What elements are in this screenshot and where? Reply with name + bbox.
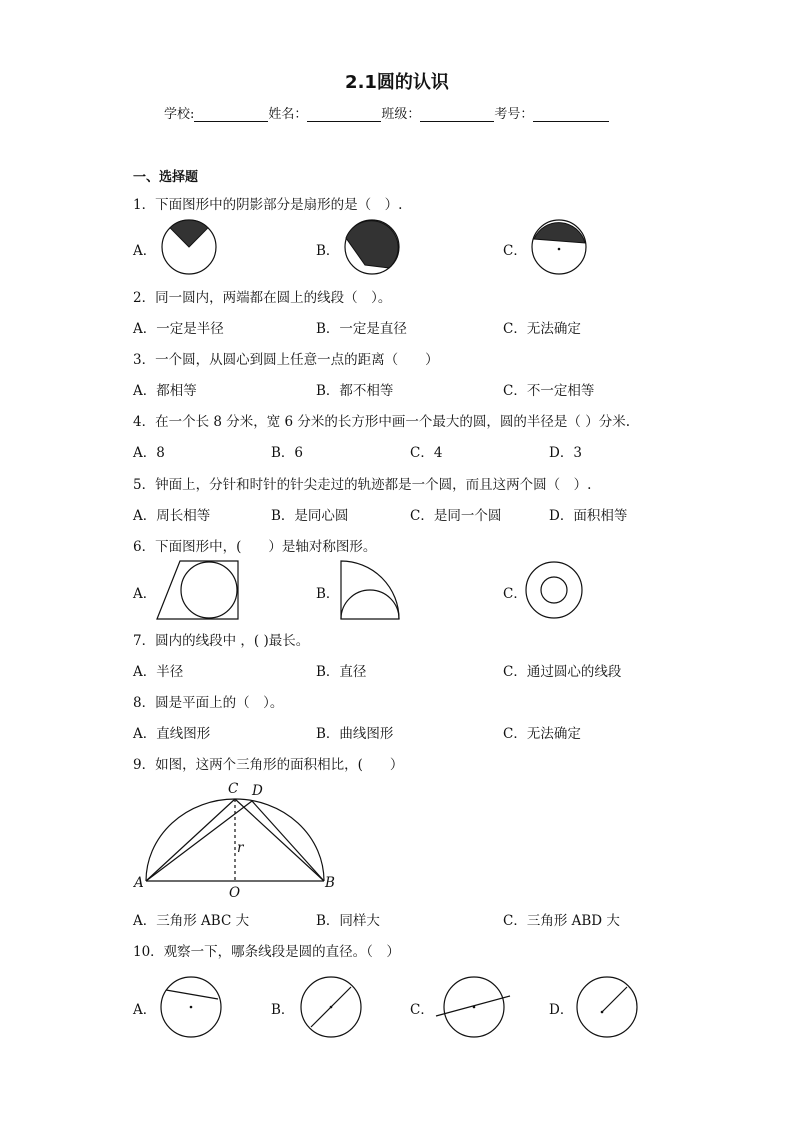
q10-option-d[interactable]: D． — [549, 1002, 574, 1018]
page-title: 2.1圆的认识 — [345, 72, 449, 93]
q9-option-b[interactable]: B．同样大 — [316, 913, 380, 929]
exam-no-label: 考号： — [494, 107, 534, 122]
q10-option-a[interactable]: A． — [133, 1002, 157, 1018]
name-field[interactable] — [307, 107, 381, 122]
q10-figure-c — [436, 975, 512, 1039]
q8-option-a[interactable]: A．直线图形 — [133, 726, 211, 742]
name-label: 姓名： — [268, 107, 308, 122]
question-6: 6．下面图形中，( ）是轴对称图形。 — [133, 539, 377, 555]
q9-option-c[interactable]: C．三角形 ABD 大 — [503, 913, 620, 929]
q10-figure-d — [575, 975, 639, 1039]
q3-option-a[interactable]: A．都相等 — [133, 383, 197, 399]
question-10: 10．观察一下，哪条线段是圆的直径。（ ） — [133, 944, 400, 960]
q7-option-a[interactable]: A．半径 — [133, 664, 184, 680]
q6-figure-c — [525, 560, 585, 620]
q10-figure-b — [300, 975, 364, 1039]
class-label: 班级： — [381, 107, 421, 122]
q2-option-b[interactable]: B．一定是直径 — [316, 321, 407, 337]
q9-label-o: O — [229, 885, 241, 901]
q3-option-b[interactable]: B．都不相等 — [316, 383, 394, 399]
q6-option-b[interactable]: B． — [316, 586, 340, 602]
question-9: 9．如图，这两个三角形的面积相比，( ） — [133, 757, 404, 773]
q6-option-a[interactable]: A． — [133, 586, 157, 602]
q2-option-c[interactable]: C．无法确定 — [503, 321, 581, 337]
q8-option-c[interactable]: C．无法确定 — [503, 726, 581, 742]
q9-label-d: D — [252, 783, 263, 799]
q10-option-c[interactable]: C． — [410, 1002, 434, 1018]
q6-figure-b — [340, 560, 402, 622]
q5-option-d[interactable]: D．面积相等 — [549, 508, 628, 524]
student-info-line — [164, 103, 609, 122]
q9-label-c: C — [228, 781, 239, 797]
q4-option-c[interactable]: C．4 — [410, 445, 443, 461]
question-7: 7．圆内的线段中 ，( )最长。 — [133, 633, 310, 649]
school-field[interactable] — [194, 107, 268, 122]
q6-option-c[interactable]: C． — [503, 586, 527, 602]
q4-option-b[interactable]: B．6 — [271, 445, 304, 461]
school-label: 学校: — [164, 107, 195, 122]
section-title: 一、选择题 — [133, 170, 199, 185]
q3-option-c[interactable]: C．不一定相等 — [503, 383, 595, 399]
q5-option-a[interactable]: A．周长相等 — [133, 508, 211, 524]
class-field[interactable] — [420, 107, 494, 122]
q9-label-b: B — [325, 875, 335, 891]
q1-option-b[interactable]: B． — [316, 243, 340, 259]
q10-figure-a — [160, 975, 224, 1039]
q6-figure-a — [156, 560, 240, 622]
q8-option-b[interactable]: B．曲线图形 — [316, 726, 394, 742]
q5-option-b[interactable]: B．是同心圆 — [271, 508, 349, 524]
q7-option-c[interactable]: C．通过圆心的线段 — [503, 664, 622, 680]
question-3: 3．一个圆，从圆心到圆上任意一点的距离（ ） — [133, 352, 439, 368]
q10-option-b[interactable]: B． — [271, 1002, 295, 1018]
question-5: 5．钟面上，分针和时针的针尖走过的轨迹都是一个圆，而且这两个圆（ ）. — [133, 477, 592, 493]
q5-option-c[interactable]: C．是同一个圆 — [410, 508, 502, 524]
q4-option-a[interactable]: A．8 — [133, 445, 165, 461]
q7-option-b[interactable]: B．直径 — [316, 664, 367, 680]
q4-option-d[interactable]: D．3 — [549, 445, 582, 461]
q1-figure-b — [343, 218, 403, 276]
question-1: 1．下面图形中的阴影部分是扇形的是（ ）. — [133, 197, 403, 213]
q2-option-a[interactable]: A．一定是半径 — [133, 321, 224, 337]
q9-label-a: A — [134, 875, 144, 891]
question-2: 2．同一圆内，两端都在圆上的线段（ ）。 — [133, 290, 392, 306]
q1-figure-a — [160, 218, 220, 276]
question-8: 8．圆是平面上的（ ）。 — [133, 695, 284, 711]
q9-label-r: r — [237, 840, 244, 856]
q1-figure-c — [530, 218, 590, 276]
q1-option-c[interactable]: C． — [503, 243, 527, 259]
q1-option-a[interactable]: A． — [133, 243, 157, 259]
exam-no-field[interactable] — [533, 107, 609, 122]
question-4: 4．在一个长 8 分米，宽 6 分米的长方形中画一个最大的圆，圆的半径是（ ）分米. — [133, 414, 631, 430]
q9-option-a[interactable]: A．三角形 ABC 大 — [133, 913, 250, 929]
